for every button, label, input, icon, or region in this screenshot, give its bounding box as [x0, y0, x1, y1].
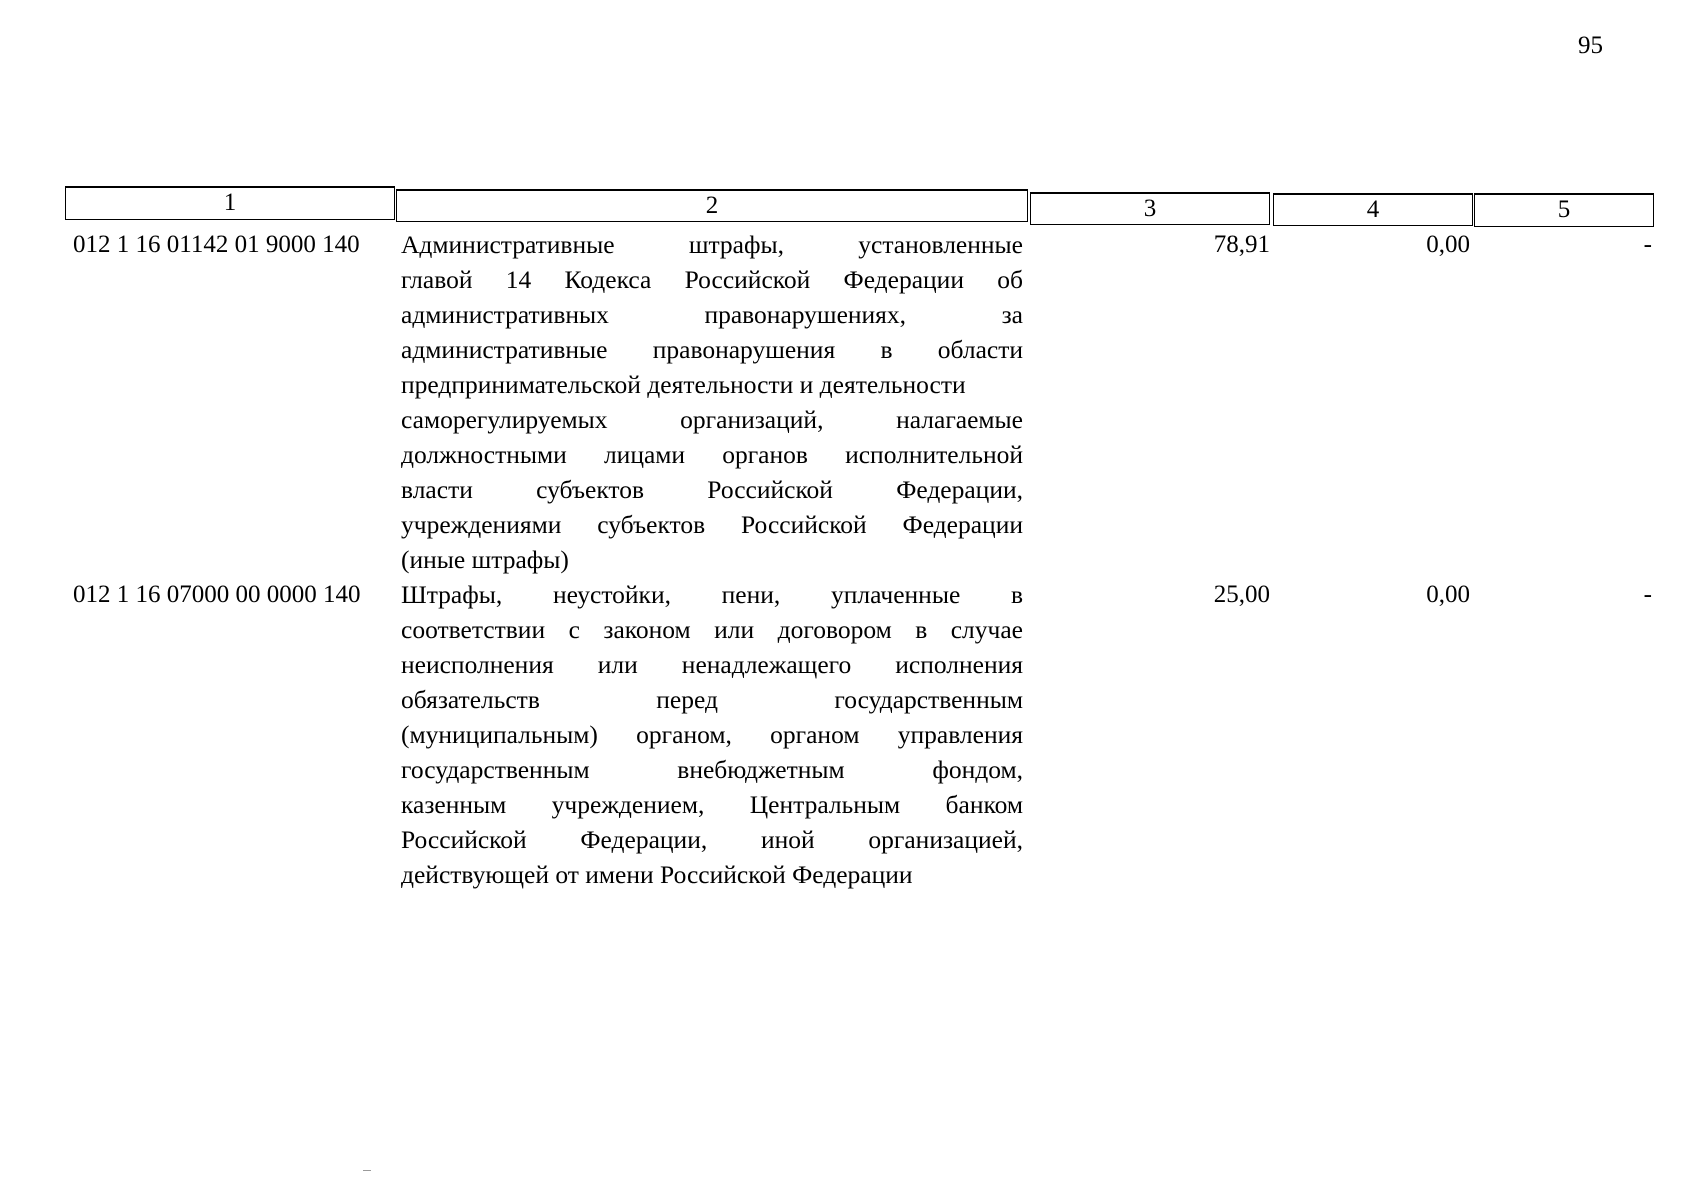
description-line: саморегулируемых организаций, налагаемые	[401, 405, 1023, 434]
value-col-4: 0,00	[1426, 231, 1470, 258]
table-header-col-5: 5	[1474, 193, 1654, 227]
value-col-3: 25,00	[1213, 581, 1270, 608]
scan-artifact	[363, 1170, 371, 1171]
page-number: 95	[1578, 32, 1603, 59]
table-header-col-1: 1	[65, 186, 395, 220]
description-line: государственным внебюджетным фондом,	[401, 755, 1023, 784]
description-line: (муниципальным) органом, органом управления	[401, 720, 1023, 749]
description-line: неисполнения или ненадлежащего исполнения	[401, 650, 1023, 679]
description-line: предпринимательской деятельности и деятельности	[401, 370, 966, 399]
row-description	[401, 227, 1023, 577]
table-header-col-2: 2	[396, 189, 1028, 222]
description-line: обязательств перед государственным	[401, 685, 1023, 714]
description-line: действующей от имени Российской Федерации	[401, 860, 913, 889]
description-line: соответствии с законом или договором в случае	[401, 615, 1023, 644]
value-col-3: 78,91	[1213, 231, 1270, 258]
budget-code: 012 1 16 07000 00 0000 140	[73, 581, 361, 608]
value-col-5: -	[1643, 231, 1652, 258]
description-line: административные правонарушения в области	[401, 335, 1023, 364]
description-line: Российской Федерации, иной организацией,	[401, 825, 1023, 854]
value-col-4: 0,00	[1426, 581, 1470, 608]
description-line: Административные штрафы, установленные	[401, 230, 1023, 259]
description-line: учреждениями субъектов Российской Федерации	[401, 510, 1023, 539]
description-line: главой 14 Кодекса Российской Федерации об	[401, 265, 1023, 294]
description-line: административных правонарушениях, за	[401, 300, 1023, 329]
budget-code: 012 1 16 01142 01 9000 140	[73, 231, 360, 258]
description-line: должностными лицами органов исполнительной	[401, 440, 1023, 469]
value-col-5: -	[1643, 581, 1652, 608]
description-line: Штрафы, неустойки, пени, уплаченные в	[401, 580, 1023, 609]
description-line: власти субъектов Российской Федерации,	[401, 475, 1023, 504]
row-description	[401, 577, 1023, 892]
description-line: (иные штрафы)	[401, 545, 569, 574]
table-header-col-3: 3	[1030, 192, 1270, 225]
description-line: казенным учреждением, Центральным банком	[401, 790, 1023, 819]
table-header-col-4: 4	[1273, 193, 1473, 226]
